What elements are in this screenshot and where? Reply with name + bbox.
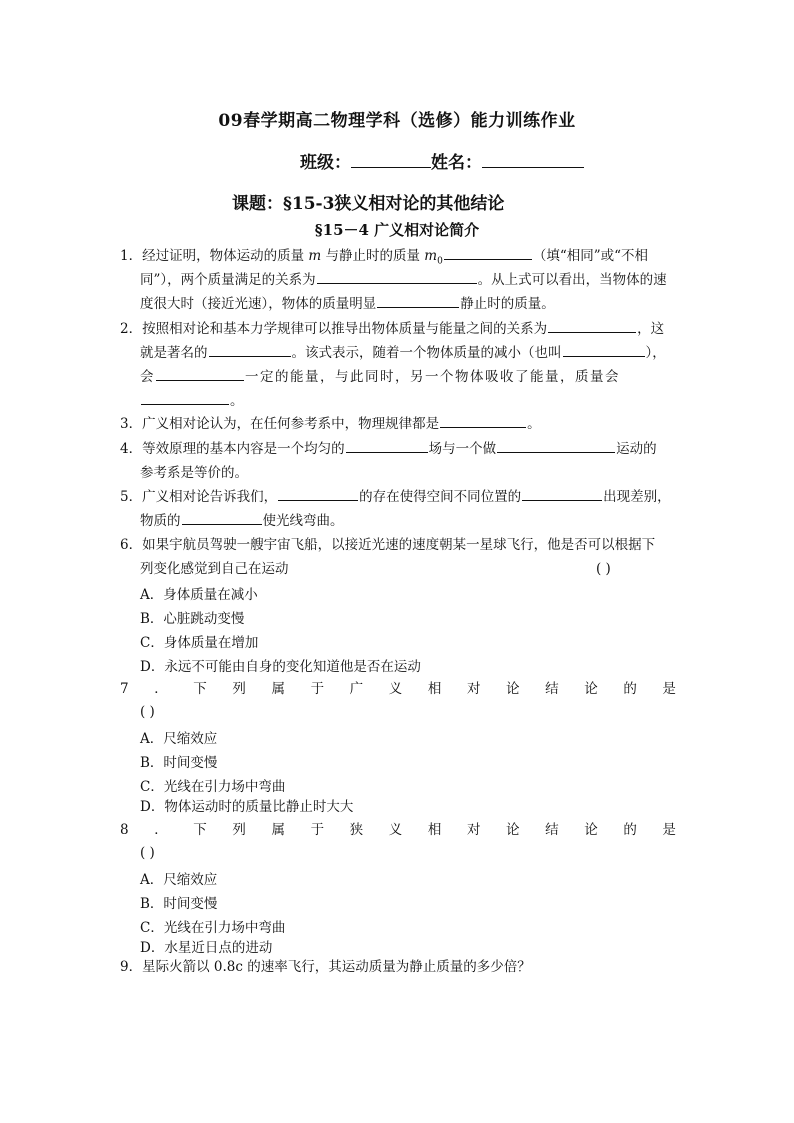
q6-text-a: 6．如果宇航员驾驶一艘宇宙飞船，以接近光速的速度朝某一星球飞行，他是否可以根据下: [120, 537, 656, 553]
q1-text-g: 静止时的质量。: [460, 296, 555, 312]
q8-char: 列: [232, 822, 246, 838]
q2-text-c: 就是著名的: [140, 345, 208, 361]
question-9: [120, 955, 680, 979]
q8-char: 8: [120, 822, 129, 838]
subtopic-title: §15－4 广义相对论简介: [314, 221, 480, 239]
q8-char: 狭: [349, 822, 364, 838]
q5-blank-1[interactable]: [278, 486, 358, 501]
topic-title: §15-3狭义相对论的其他结论: [283, 194, 505, 214]
q7-char: 结: [545, 681, 559, 697]
q3-blank-1[interactable]: [440, 413, 526, 428]
q6-option-a[interactable]: A．身体质量在减小: [140, 587, 258, 603]
q7-option-c[interactable]: C．光线在引力场中弯曲: [140, 779, 286, 795]
q1-blank-1[interactable]: [444, 245, 532, 260]
q7-char: 于: [310, 681, 325, 697]
class-label: 班级：: [300, 153, 351, 173]
q1-text-c: （填“相同”或“不相: [532, 248, 649, 264]
q4-text-d: 参考系是等价的。: [140, 465, 248, 481]
q3-text-b: 。: [527, 416, 541, 432]
q1-text-e: 。从上式可以看出，当物体的速: [477, 272, 667, 288]
q1-text-d: 同”），两个质量满足的关系为: [140, 272, 316, 288]
q7-char: 的: [623, 681, 637, 697]
q6-text-b: 列变化感觉到自己在运动: [140, 561, 289, 577]
q8-char: 的: [623, 822, 637, 838]
q7-option-a[interactable]: A．尺缩效应: [140, 731, 218, 747]
q6-answer-paren[interactable]: ( ): [596, 561, 611, 577]
q7-char: 是: [662, 681, 676, 697]
class-blank[interactable]: [351, 150, 431, 168]
q8-stem: [120, 818, 676, 842]
question-2: [120, 317, 680, 413]
q1-text-b: 与静止时的质量: [321, 248, 425, 264]
q2-blank-1[interactable]: [548, 318, 636, 333]
name-blank[interactable]: [482, 150, 584, 168]
q4-text-c: 运动的: [616, 441, 657, 457]
q8-char: 相: [427, 822, 442, 838]
q2-text-e: ），: [645, 345, 666, 361]
q7-char: 相: [427, 681, 442, 697]
q8-char: 论: [506, 822, 520, 838]
q8-char: ．: [154, 822, 168, 838]
q8-char: 论: [584, 822, 598, 838]
q5-blank-2[interactable]: [522, 486, 602, 501]
q7-option-b[interactable]: B．时间变慢: [140, 755, 218, 771]
q2-text-f: 会: [140, 369, 155, 385]
q7-char: ．: [154, 681, 168, 697]
q7-char: 对: [466, 681, 481, 697]
q8-char: 是: [662, 822, 676, 838]
q7-char: 论: [506, 681, 520, 697]
q6-option-d[interactable]: D．永远不可能由自身的变化知道他是否在运动: [140, 659, 421, 675]
q2-blank-2[interactable]: [209, 342, 291, 357]
q4-blank-1[interactable]: [346, 438, 428, 453]
q8-char: 对: [466, 822, 481, 838]
q1-symbol-m0-sub: 0: [437, 256, 443, 267]
q7-char: 下: [193, 681, 207, 697]
q5-text-c: 出现差别，: [603, 489, 671, 505]
question-7: [120, 677, 680, 701]
q3-text-a: 3．广义相对论认为，在任何参考系中，物理规律都是: [120, 416, 440, 432]
q1-symbol-m: m: [308, 248, 322, 264]
q8-char: 于: [310, 822, 325, 838]
q8-char: 下: [193, 822, 207, 838]
q1-text-f: 度很大时（接近光速），物体的质量明显: [140, 296, 377, 312]
question-8: [120, 818, 680, 842]
q2-blank-5[interactable]: [141, 390, 229, 405]
question-5: [120, 485, 680, 533]
q5-text-a: 5．广义相对论告诉我们，: [120, 489, 278, 505]
q1-text-a: 1．经过证明，物体运动的质量: [120, 248, 309, 264]
q7-char: 属: [271, 681, 285, 697]
name-label: 姓名：: [431, 153, 482, 173]
q7-char: 论: [584, 681, 598, 697]
topic-label: 课题：: [232, 194, 283, 214]
q2-text-b: ，这: [637, 321, 665, 337]
q8-char: 结: [545, 822, 559, 838]
q8-answer-paren[interactable]: ( ): [140, 845, 155, 861]
q2-blank-3[interactable]: [563, 342, 645, 357]
q7-char: 列: [232, 681, 246, 697]
class-name-line: [300, 148, 584, 173]
q7-char: 7: [120, 681, 129, 697]
q7-option-d[interactable]: D．物体运动时的质量比静止时大大: [140, 799, 354, 815]
q7-char: 义: [388, 681, 403, 697]
q4-text-b: 场与一个做: [428, 441, 497, 457]
q7-answer-paren[interactable]: ( ): [140, 704, 155, 720]
q8-option-b[interactable]: B．时间变慢: [140, 896, 218, 912]
question-3: [120, 412, 680, 436]
q5-blank-3[interactable]: [182, 510, 262, 525]
q2-blank-4[interactable]: [156, 366, 244, 381]
q8-char: 义: [388, 822, 403, 838]
topic-line: [232, 189, 504, 214]
q1-blank-2[interactable]: [317, 269, 477, 284]
q2-text-a: 2．按照相对论和基本力学规律可以推导出物体质量与能量之间的关系为: [120, 321, 548, 337]
q8-option-c[interactable]: C．光线在引力场中弯曲: [140, 920, 286, 936]
q7-char: 广: [349, 681, 364, 697]
q2-text-h: 。: [230, 393, 244, 409]
q6-option-c[interactable]: C．身体质量在增加: [140, 635, 259, 651]
q5-text-b: 的存在使得空间不同位置的: [359, 489, 522, 505]
q8-option-a[interactable]: A．尺缩效应: [140, 872, 218, 888]
q6-option-b[interactable]: B．心脏跳动变慢: [140, 611, 245, 627]
q4-blank-2[interactable]: [497, 438, 615, 453]
q5-text-d: 物质的: [140, 513, 181, 529]
q1-symbol-m0: m: [424, 248, 438, 264]
q5-text-e: 使光线弯曲。: [262, 513, 344, 529]
q2-text-d: 。该式表示，随着一个物体质量的减小（也叫: [291, 345, 562, 361]
q9-text-a: 9．星际火箭以 0.8c 的速率飞行，其运动质量为静止质量的多少倍？: [120, 959, 531, 975]
q7-stem: [120, 677, 676, 701]
question-4: [120, 437, 680, 485]
q4-text-a: 4．等效原理的基本内容是一个均匀的: [120, 441, 345, 457]
q8-option-d[interactable]: D．水星近日点的进动: [140, 940, 273, 956]
question-1: [120, 244, 680, 316]
q1-blank-3[interactable]: [377, 293, 459, 308]
q8-char: 属: [271, 822, 285, 838]
worksheet-title: 09春学期高二物理学科（选修）能力训练作业: [218, 111, 576, 131]
q2-text-g: 一定的能量，与此同时，另一个物体吸收了能量，质量会: [245, 369, 620, 385]
